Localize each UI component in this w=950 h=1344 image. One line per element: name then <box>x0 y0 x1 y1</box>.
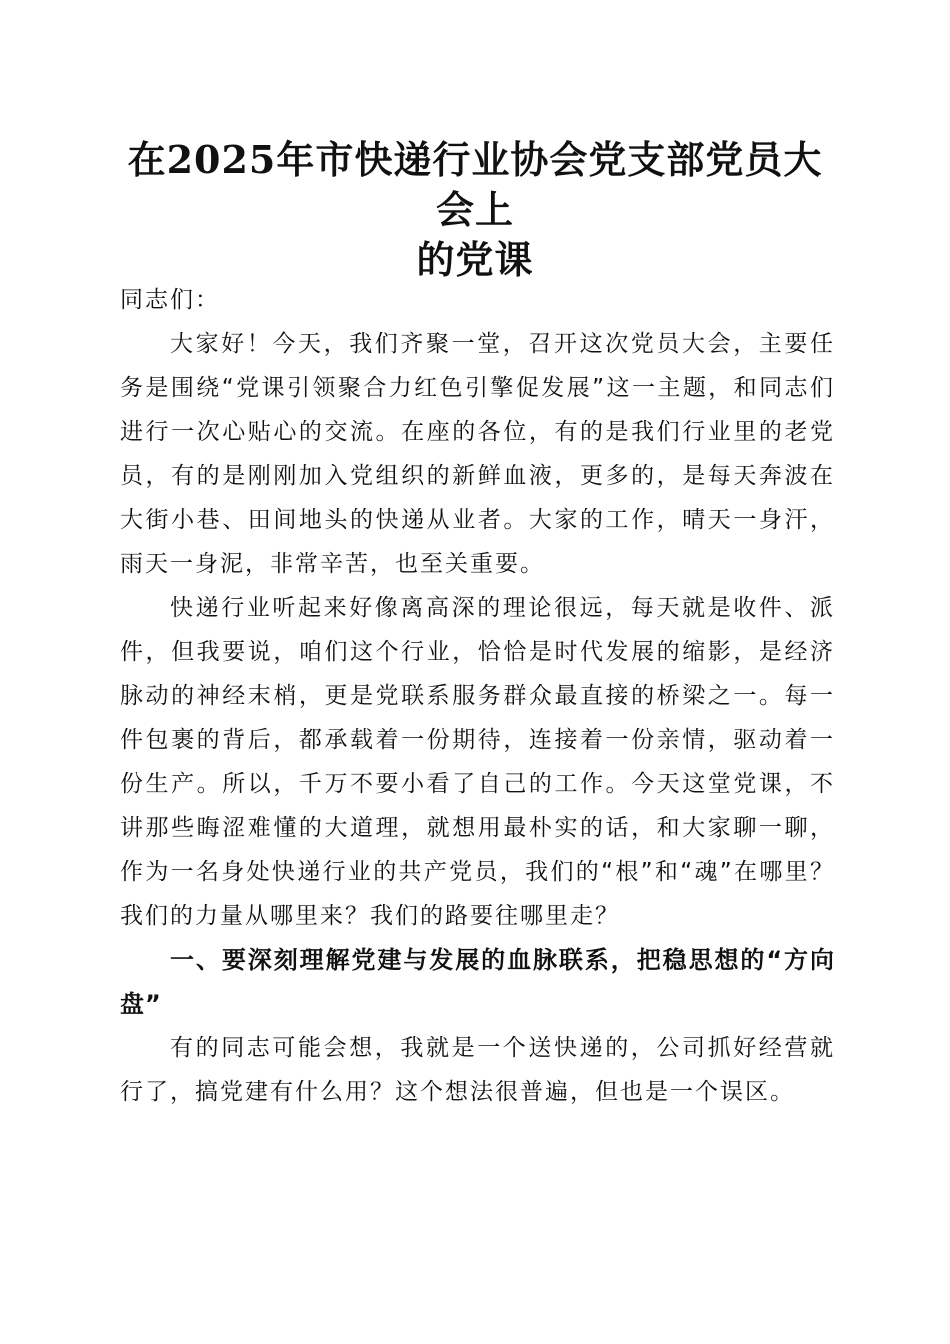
document-title <box>110 135 840 285</box>
paragraph-opening: 大家好！今天，我们齐聚一堂，召开这次党员大会，主要任务是围绕“党课引领聚合力红色引擎促发展”这一主题，和同志们进行一次心贴心的交流。在座的各位，有的是我们行业里的老党员，有的是刚刚加入党组织的新鲜血液，更多的，是每天奔波在大街小巷、田间地头的快递从业者。大家的工作，晴天一身汗，雨天一身泥，非常辛苦，也至关重要。 <box>120 331 835 577</box>
document-body <box>120 278 835 1114</box>
title-line-2: 的党课 <box>416 237 534 282</box>
title-line-1: 在2025年市快递行业协会党支部党员大会上 <box>127 137 823 232</box>
salutation: 同志们： <box>120 287 220 313</box>
paragraph-industry: 快递行业听起来好像离高深的理论很远，每天就是收件、派件，但我要说，咱们这个行业，恰恰是时代发展的缩影，是经济脉动的神经末梢，更是党联系服务群众最直接的桥梁之一。每一件包裹的背后，都承载着一份期待，连接着一份亲情，驱动着一份生产。所以，千万不要小看了自己的工作。今天这堂党课，不讲那些晦涩难懂的大道理，就想用最朴实的话，和大家聊一聊，作为一名身处快递行业的共产党员，我们的“根”和“魂”在哪里？我们的力量从哪里来？我们的路要往哪里走？ <box>120 595 835 929</box>
paragraph-section-one: 有的同志可能会想，我就是一个送快递的，公司抓好经营就行了，搞党建有什么用？这个想法很普遍，但也是一个误区。 <box>120 1035 835 1105</box>
section-heading: 一、要深刻理解党建与发展的血脉联系，把稳思想的“方向盘” <box>120 946 835 1018</box>
